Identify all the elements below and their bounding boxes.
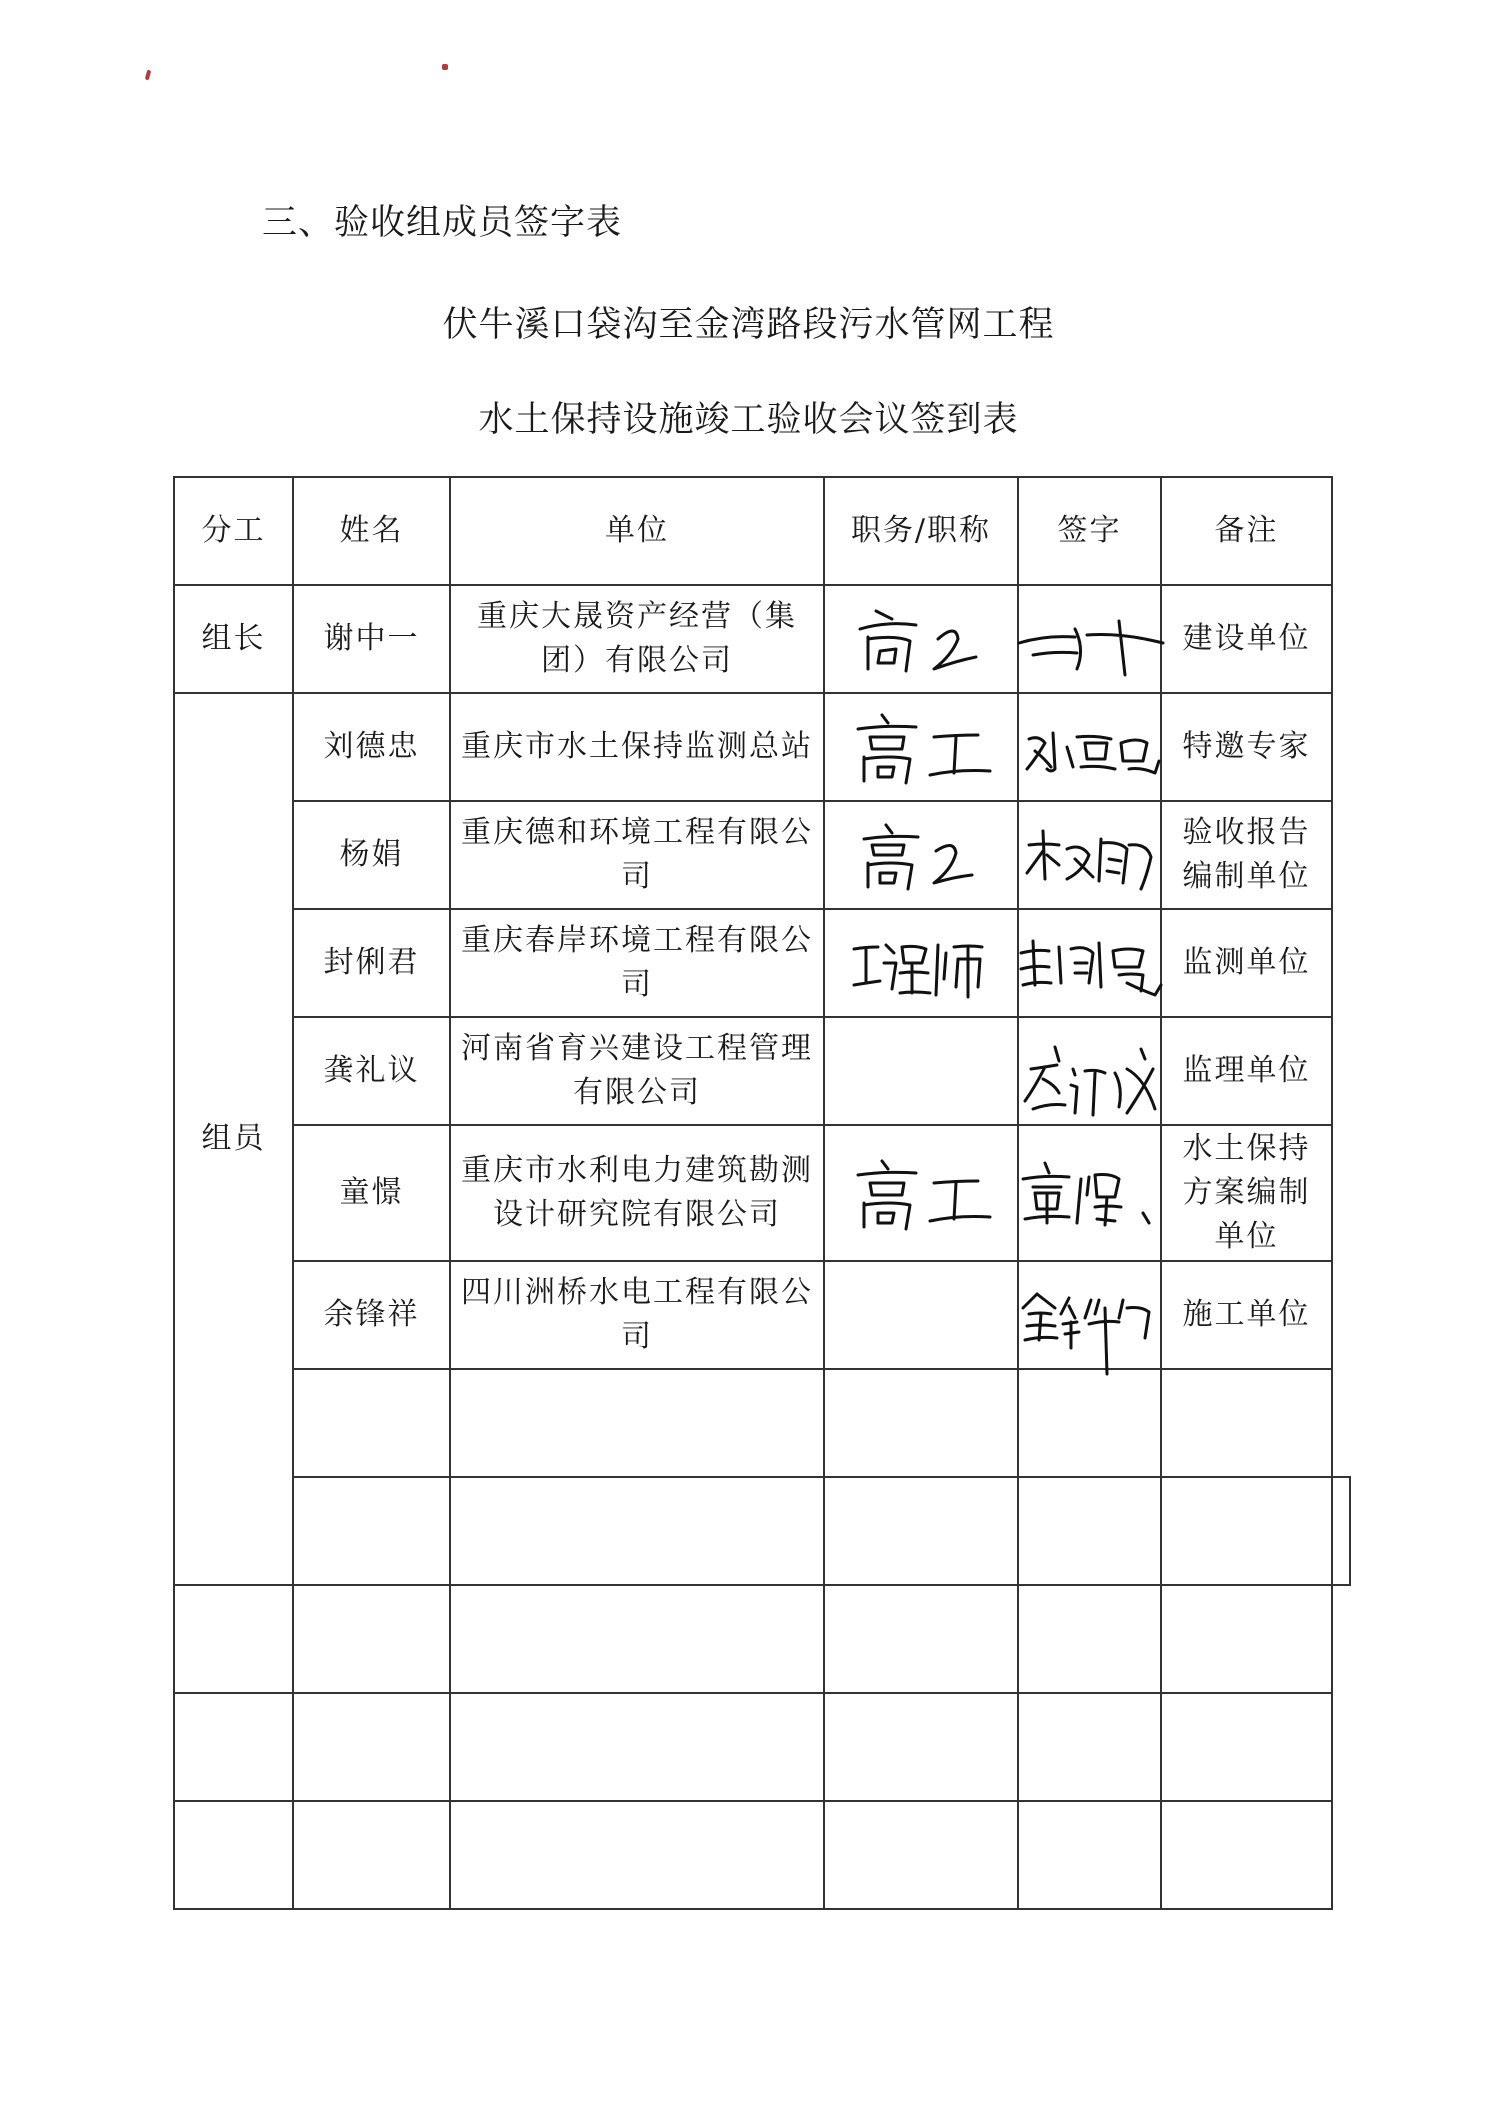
unit-cell — [824, 1477, 1018, 1585]
unit-cell — [450, 1369, 824, 1477]
section-title: 三、验收组成员签字表 — [262, 203, 623, 243]
table-row — [174, 1801, 1350, 1909]
remark-cell — [1161, 1801, 1332, 1909]
name-cell: 余锋祥 — [293, 1261, 450, 1369]
header-title: 职务/职称 — [824, 477, 1018, 585]
role-cell: 组长 — [174, 585, 293, 693]
signature-cell — [1018, 909, 1161, 1017]
signature-cell — [1018, 1017, 1161, 1125]
signature-cell — [1018, 1801, 1161, 1909]
handwritten-signature — [1015, 599, 1165, 679]
document-title-line-2: 水土保持设施竣工验收会议签到表 — [478, 400, 1019, 440]
document-title-line-1: 伏牛溪口袋沟至金湾路段污水管网工程 — [442, 305, 1055, 345]
name-cell: 封俐君 — [293, 909, 450, 1017]
title-cell — [824, 1585, 1018, 1693]
header-unit: 单位 — [450, 477, 824, 585]
handwritten-signature — [1015, 1278, 1165, 1378]
title-cell — [824, 1261, 1018, 1369]
remark-cell — [1161, 1585, 1332, 1693]
table-row — [174, 1369, 1350, 1477]
sign-in-table — [173, 476, 1351, 1910]
header-role: 分工 — [174, 477, 293, 585]
title-cell — [824, 693, 1018, 801]
signature-cell — [1018, 1369, 1161, 1477]
signature-cell — [1018, 1125, 1161, 1261]
handwritten-signature — [1015, 1039, 1165, 1129]
signature-cell — [1161, 1477, 1332, 1585]
ink-mark — [145, 70, 151, 81]
remark-cell: 水土保持方案编制单位 — [1161, 1125, 1332, 1261]
signature-cell — [1018, 1693, 1161, 1801]
title-cell — [824, 1369, 1018, 1477]
unit-cell: 重庆德和环境工程有限公司 — [450, 801, 824, 909]
name-cell — [293, 1801, 450, 1909]
remark-cell — [1332, 1477, 1350, 1585]
unit-cell: 重庆市水土保持监测总站 — [450, 693, 824, 801]
handwritten-title — [846, 1153, 996, 1233]
role-cell — [293, 1477, 450, 1585]
unit-cell — [450, 1585, 824, 1693]
name-cell — [450, 1477, 824, 1585]
signature-cell — [1018, 801, 1161, 909]
title-cell — [1018, 1477, 1161, 1585]
table-row — [174, 801, 1350, 909]
name-cell: 童憬 — [293, 1125, 450, 1261]
title-cell — [824, 1693, 1018, 1801]
table-row — [174, 1017, 1350, 1125]
role-cell — [174, 1693, 293, 1801]
handwritten-title — [846, 923, 996, 1003]
unit-cell: 四川洲桥水电工程有限公司 — [450, 1261, 824, 1369]
header-remark: 备注 — [1161, 477, 1332, 585]
remark-cell — [1161, 1693, 1332, 1801]
name-cell: 谢中一 — [293, 585, 450, 693]
table-row — [174, 1261, 1350, 1369]
table-row — [174, 693, 1350, 801]
name-cell: 杨娟 — [293, 801, 450, 909]
table-row — [174, 1585, 1350, 1693]
handwritten-title — [846, 599, 996, 679]
handwritten-title — [846, 815, 996, 895]
header-name: 姓名 — [293, 477, 450, 585]
unit-cell — [450, 1693, 824, 1801]
unit-cell: 重庆春岸环境工程有限公司 — [450, 909, 824, 1017]
remark-cell: 施工单位 — [1161, 1261, 1332, 1369]
role-cell: 组员 — [174, 693, 293, 1585]
name-cell — [293, 1693, 450, 1801]
header-signature: 签字 — [1018, 477, 1161, 585]
title-cell — [824, 585, 1018, 693]
role-cell — [174, 1585, 293, 1693]
name-cell — [293, 1369, 450, 1477]
unit-cell — [450, 1801, 824, 1909]
title-cell — [824, 801, 1018, 909]
role-cell — [174, 1801, 293, 1909]
ink-mark — [442, 64, 448, 70]
handwritten-signature — [1015, 923, 1165, 1003]
table-row — [174, 585, 1350, 693]
unit-cell: 重庆大晟资产经营（集团）有限公司 — [450, 585, 824, 693]
title-cell — [824, 1801, 1018, 1909]
title-cell — [824, 909, 1018, 1017]
name-cell: 龚礼议 — [293, 1017, 450, 1125]
title-cell — [824, 1125, 1018, 1261]
signature-cell — [1018, 693, 1161, 801]
remark-cell: 特邀专家 — [1161, 693, 1332, 801]
remark-cell: 监理单位 — [1161, 1017, 1332, 1125]
signature-cell — [1018, 585, 1161, 693]
table-row — [174, 1693, 1350, 1801]
handwritten-title — [846, 707, 996, 787]
name-cell: 刘德忠 — [293, 693, 450, 801]
unit-cell: 重庆市水利电力建筑勘测设计研究院有限公司 — [450, 1125, 824, 1261]
table-header-row — [174, 477, 1350, 585]
handwritten-signature — [1015, 815, 1165, 895]
remark-cell: 监测单位 — [1161, 909, 1332, 1017]
handwritten-signature — [1015, 1153, 1165, 1233]
remark-cell — [1161, 1369, 1332, 1477]
handwritten-signature — [1015, 707, 1165, 787]
signature-cell — [1018, 1585, 1161, 1693]
table-row — [174, 1125, 1350, 1261]
remark-cell: 建设单位 — [1161, 585, 1332, 693]
remark-cell: 验收报告编制单位 — [1161, 801, 1332, 909]
table-row — [174, 1477, 1350, 1585]
name-cell — [293, 1585, 450, 1693]
table-row — [174, 909, 1350, 1017]
signature-cell — [1018, 1261, 1161, 1369]
unit-cell: 河南省育兴建设工程管理有限公司 — [450, 1017, 824, 1125]
title-cell — [824, 1017, 1018, 1125]
